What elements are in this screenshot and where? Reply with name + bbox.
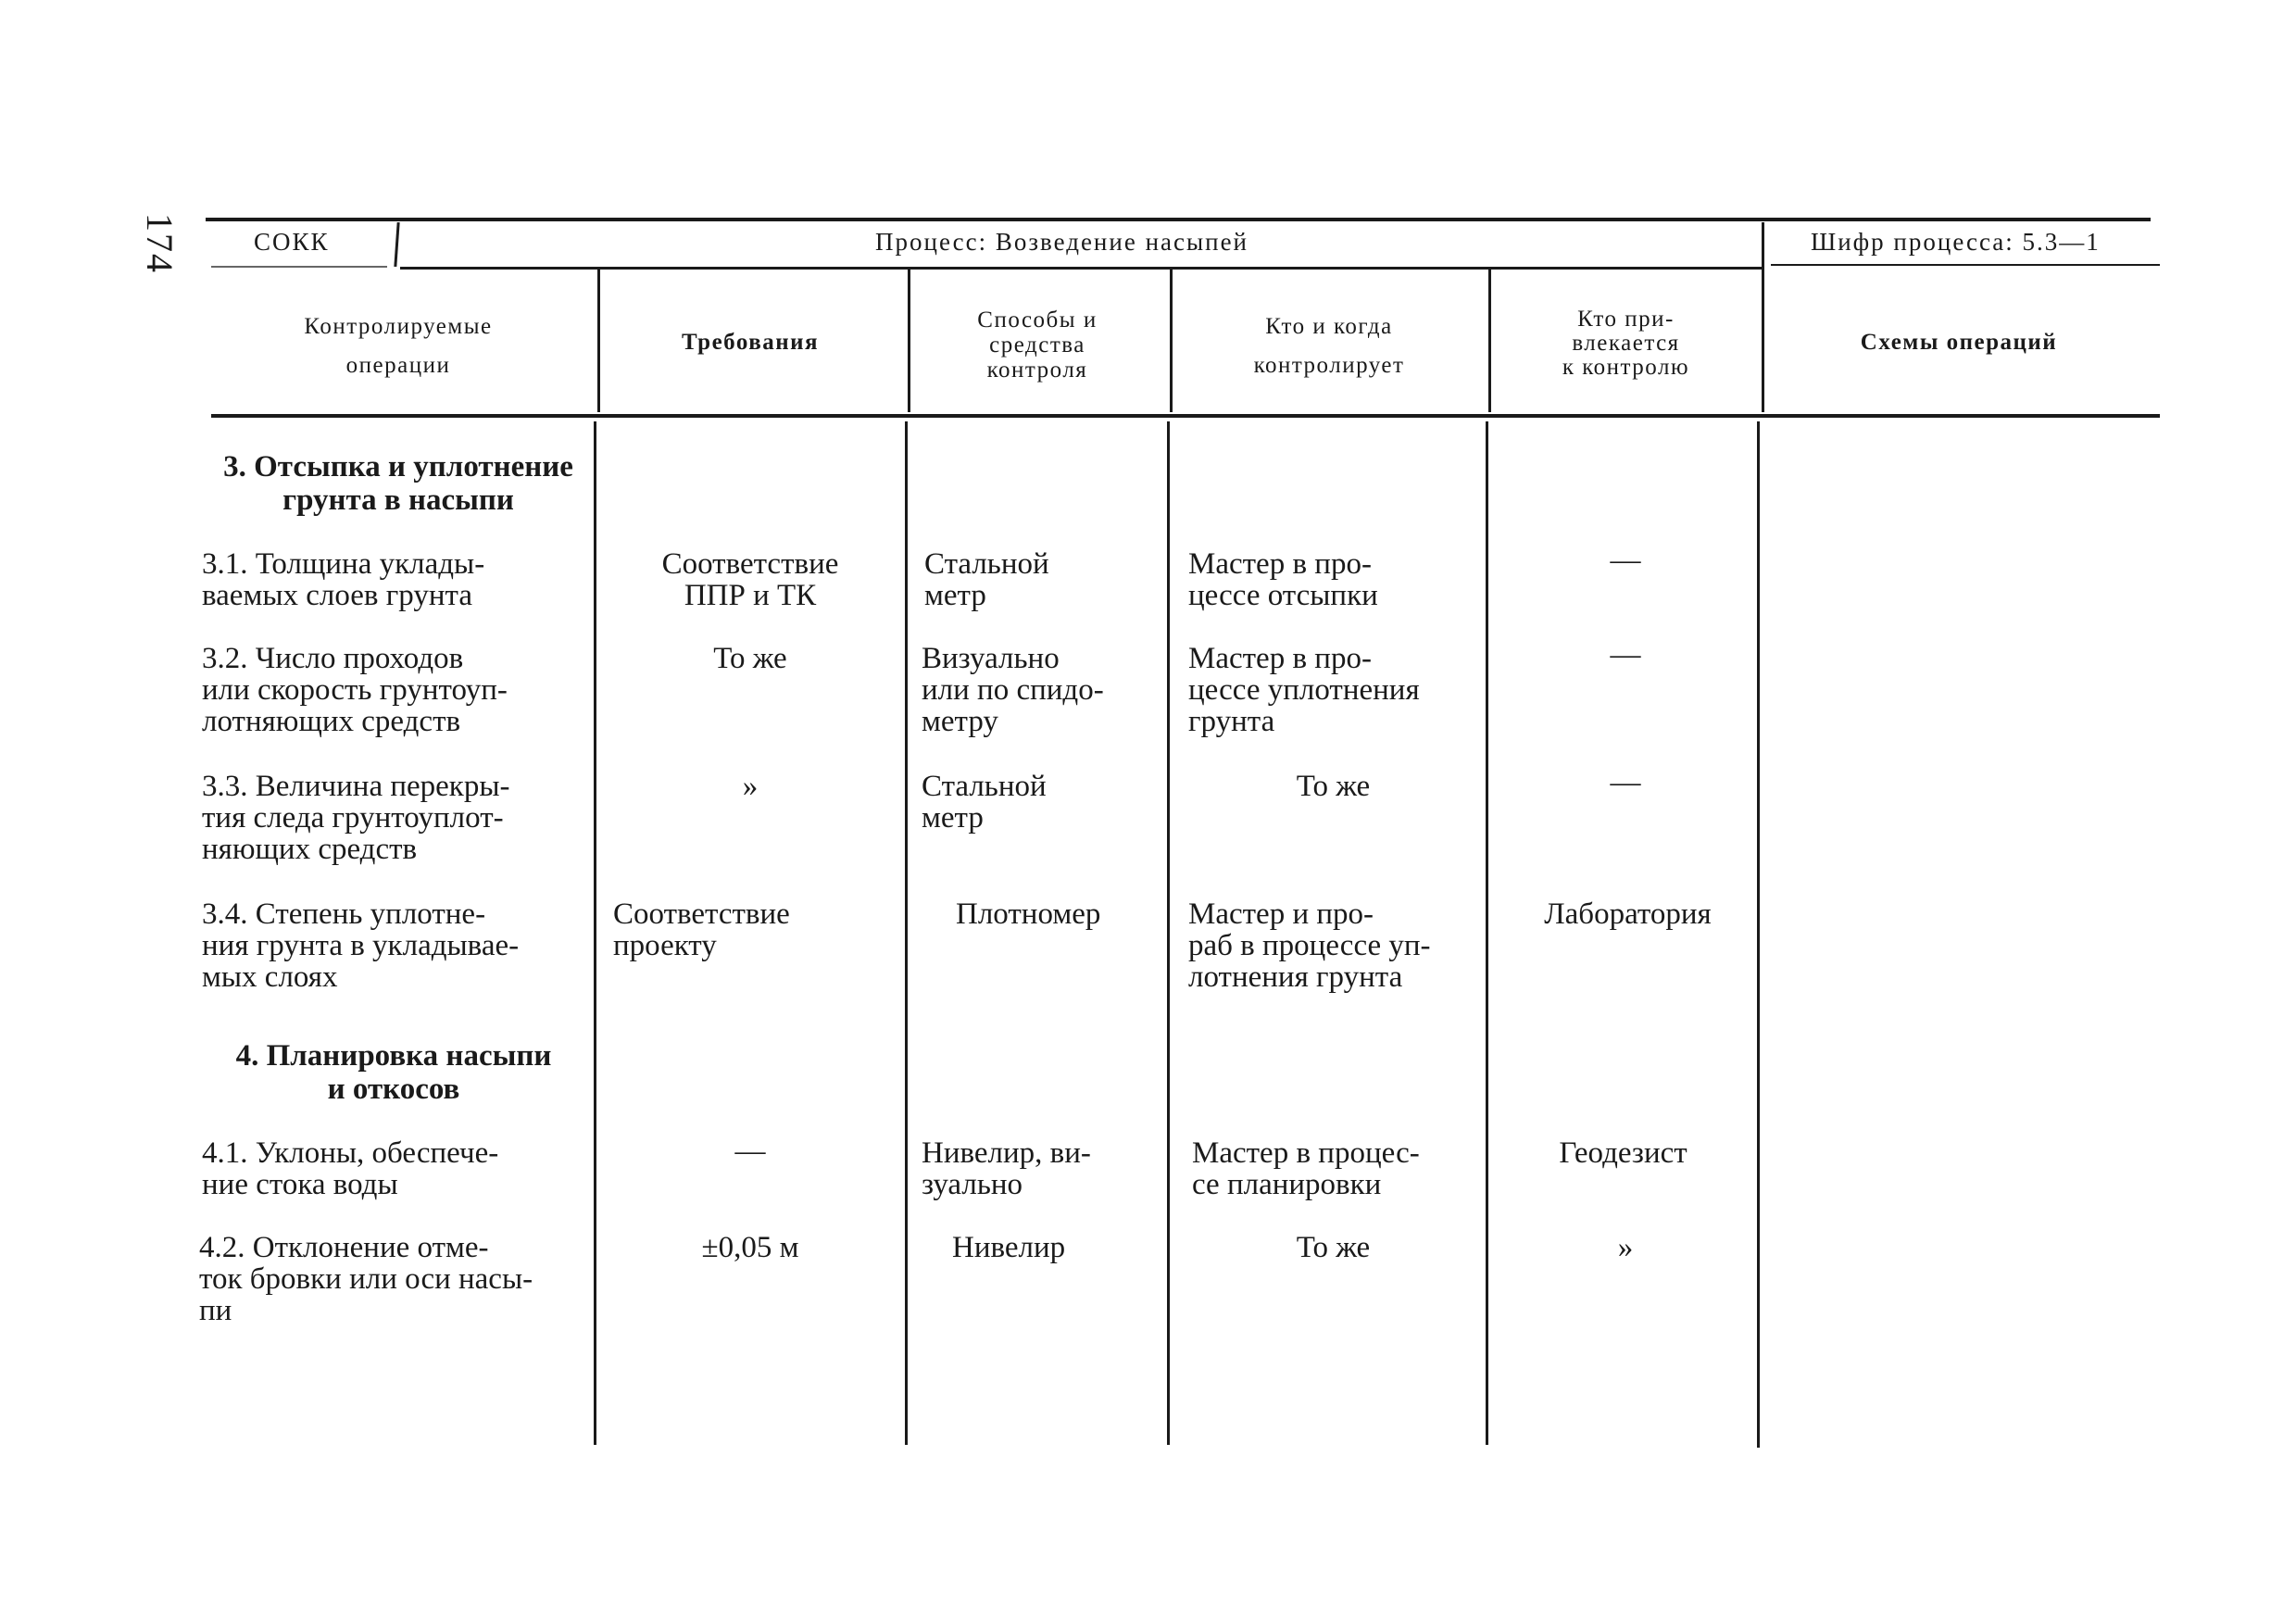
row-method: Стальной метр xyxy=(924,547,1049,612)
row-operation: 3.2. Число проходов или скорость грунтоуп- лотняющих средств xyxy=(202,642,508,738)
col-divider-1 xyxy=(597,269,600,412)
row-involved: — xyxy=(1610,766,1641,799)
row-requirement: ±0,05 м xyxy=(701,1231,799,1264)
sokk-underline xyxy=(211,266,387,268)
row-operation: 4.1. Уклоны, обеспече- ние стока воды xyxy=(202,1136,499,1201)
row-who-when: Мастер в про- цессе отсыпки xyxy=(1188,547,1378,612)
row-method: Плотномер xyxy=(956,897,1101,931)
col-divider-4-body xyxy=(1486,421,1488,1445)
cipher-label: Шифр процесса: 5.3—1 xyxy=(1811,228,2101,256)
colhead-who-when: Кто и когда контролирует xyxy=(1253,314,1405,378)
row-who-when: Мастер в процес- се планировки xyxy=(1192,1136,1420,1201)
header-bottom-rule xyxy=(400,267,1762,270)
row-who-when: То же xyxy=(1296,1231,1371,1264)
page-number: 174 xyxy=(139,213,181,274)
sokk-divider xyxy=(394,222,399,267)
row-who-when: То же xyxy=(1296,770,1371,803)
colhead-schemes: Схемы операций xyxy=(1860,330,2058,355)
row-method: Стальной метр xyxy=(922,770,1047,835)
row-operation: 4.2. Отклонение отме- ток бровки или оси насы- пи xyxy=(199,1231,533,1327)
row-operation: 3.4. Степень уплотне- ния грунта в укладывае- мых слоях xyxy=(202,897,520,994)
row-involved: — xyxy=(1610,638,1641,671)
row-method: Нивелир xyxy=(952,1231,1066,1264)
col-divider-3 xyxy=(1170,269,1173,412)
col-divider-1-body xyxy=(594,421,596,1445)
col-divider-4 xyxy=(1488,269,1491,412)
row-involved: » xyxy=(1617,1231,1634,1264)
row-involved: — xyxy=(1610,544,1641,577)
row-requirement: Соответствие ППР и ТК xyxy=(661,547,839,612)
header-bottom-rule-right xyxy=(1771,264,2160,266)
row-involved: Геодезист xyxy=(1559,1136,1687,1170)
colhead-methods: Способы и средства контроля xyxy=(977,307,1098,383)
row-operation: 3.1. Толщина уклады- ваемых слоев грунта xyxy=(202,547,485,612)
row-operation: 3.3. Величина перекры- тия следа грунтоуплот- няющих средств xyxy=(202,770,510,866)
row-who-when: Мастер и про- раб в процессе уп- лотнения грунта xyxy=(1188,897,1431,994)
row-requirement: — xyxy=(734,1135,766,1168)
process-label: Процесс: Возведение насыпей xyxy=(875,228,1249,256)
row-requirement: Соответствие проекту xyxy=(613,897,790,962)
colhead-requirements: Требования xyxy=(681,330,820,355)
row-requirement: То же xyxy=(713,642,787,675)
row-who-when: Мастер в про- цессе уплотнения грунта xyxy=(1188,642,1420,738)
row-involved: Лаборатория xyxy=(1544,897,1712,931)
col-divider-5-body xyxy=(1757,421,1760,1448)
header-top-rule xyxy=(206,218,2151,221)
column-header-rule xyxy=(211,414,2160,418)
row-method: Нивелир, ви- зуально xyxy=(922,1136,1091,1201)
col-divider-2-body xyxy=(905,421,908,1445)
colhead-involved: Кто при- влекается к контролю xyxy=(1562,307,1690,380)
row-requirement: » xyxy=(742,770,759,803)
section-title: 4. Планировка насыпи и откосов xyxy=(235,1039,552,1106)
col-divider-2 xyxy=(908,269,910,412)
sokk-label: СОКК xyxy=(254,228,330,256)
section-title: 3. Отсыпка и уплотнение грунта в насыпи xyxy=(223,450,573,517)
col-divider-5 xyxy=(1762,222,1764,412)
col-divider-3-body xyxy=(1167,421,1170,1445)
row-method: Визуально или по спидо- метру xyxy=(922,642,1104,738)
colhead-operations: Контролируемые операции xyxy=(304,314,493,378)
